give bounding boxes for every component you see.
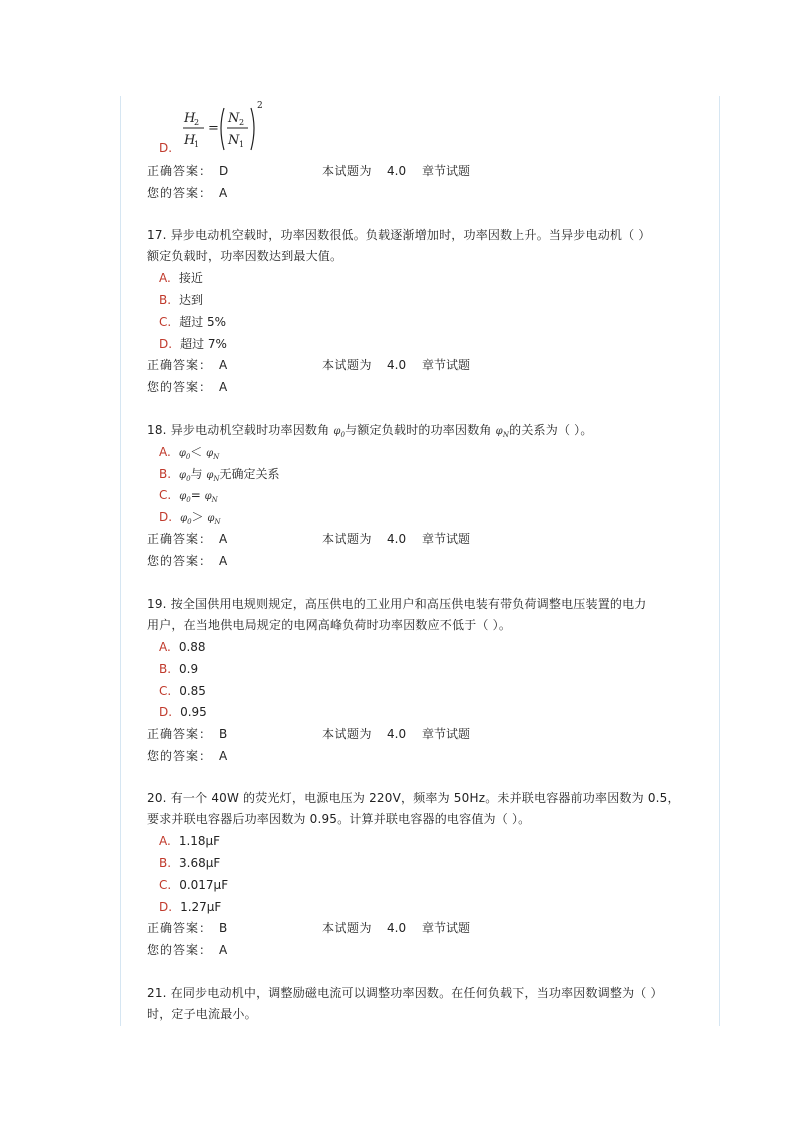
q19-text-line-2: 用户，在当地供电局规定的电网高峰负荷时功率因数应不低于（ ）。	[147, 618, 512, 632]
q21-text-line-1: 21. 在同步电动机中，调整励磁电流可以调整功率因数。在任何负载下，当功率因数调整为（ ）	[147, 986, 663, 1000]
q18-option-c	[159, 487, 218, 508]
q18-option-b	[159, 466, 280, 487]
q19-option-d	[159, 704, 207, 720]
chapter-label: 章节试题	[422, 727, 471, 741]
option-letter: D.	[159, 510, 173, 524]
option-text: 达到	[179, 293, 204, 307]
phi-symbol: φ	[333, 426, 341, 437]
formula-rhs-den-sub: 1	[239, 140, 245, 149]
correct-answer-value: A	[219, 532, 228, 546]
correct-answer-label: 正确答案：	[147, 921, 213, 935]
phi-subscript: N	[214, 518, 221, 526]
option-letter: A.	[159, 834, 171, 848]
correct-answer-label: 正确答案：	[147, 727, 213, 741]
your-answer-value: A	[219, 749, 228, 763]
phi-subscript: 0	[340, 431, 346, 439]
phi-0-symbol	[179, 470, 190, 481]
option-letter: C.	[159, 315, 172, 329]
score-label: 本试题为	[322, 358, 373, 372]
q20-your-row	[147, 942, 228, 958]
phi-symbol: φ	[204, 491, 212, 502]
phi-0-symbol	[179, 448, 190, 459]
option-text: 与	[190, 467, 203, 481]
option-text: ＞	[191, 510, 204, 524]
option-letter: D.	[159, 900, 173, 914]
correct-answer-label: 正确答案：	[147, 358, 213, 372]
phi-symbol: φ	[178, 448, 186, 459]
option-letter: C.	[159, 488, 172, 502]
option-letter: B.	[159, 662, 172, 676]
q20-option-b	[159, 855, 220, 871]
your-answer-label: 您的答案：	[147, 554, 213, 568]
correct-answer-value: A	[219, 358, 228, 372]
your-answer-value: A	[219, 380, 228, 394]
option-text: 1.18μF	[178, 834, 221, 848]
q18-option-d	[159, 509, 221, 530]
score-value: 4.0	[387, 727, 407, 741]
q20-text-line-2: 要求并联电容器后功率因数为 0.95。计算并联电容器的电容值为（ ）。	[147, 812, 531, 826]
phi-subscript: 0	[187, 518, 192, 526]
correct-answer-value: B	[219, 921, 228, 935]
q20-option-a	[159, 833, 220, 849]
q19-option-c	[159, 683, 206, 699]
your-answer-label: 您的答案：	[147, 186, 213, 200]
formula-rhs-den: N	[228, 133, 240, 148]
option-text: 0.9	[179, 662, 199, 676]
q18-text-line-1	[147, 422, 593, 443]
q19-option-b	[159, 661, 198, 677]
q16-option-d	[159, 140, 180, 156]
q17-your-row	[147, 379, 228, 395]
phi-n-symbol	[206, 448, 219, 459]
q17-text-line-1: 17. 异步电动机空载时，功率因数很低。负载逐渐增加时，功率因数上升。当异步电动机（ ）	[147, 228, 651, 242]
option-letter: D.	[159, 705, 173, 719]
score-value: 4.0	[387, 532, 407, 546]
q17-option-c	[159, 314, 226, 330]
option-text: 接近	[178, 271, 203, 285]
score-label: 本试题为	[322, 727, 373, 741]
phi-n-symbol	[496, 426, 510, 437]
option-letter: A.	[159, 640, 171, 654]
formula-rhs-num-sub: 2	[239, 118, 245, 127]
option-text: =	[190, 488, 201, 502]
q18-text-part-3: 的关系为（ ）。	[509, 423, 593, 437]
phi-n-symbol	[205, 491, 218, 502]
your-answer-label: 您的答案：	[147, 749, 213, 763]
q18-text-part-2: 与额定负载时的功率因数角	[345, 423, 492, 437]
option-letter: B.	[159, 856, 172, 870]
phi-subscript: 0	[186, 475, 191, 483]
option-text: 0.85	[179, 684, 206, 698]
score-value: 4.0	[387, 164, 407, 178]
q18-option-a	[159, 444, 219, 465]
phi-subscript: N	[211, 496, 218, 504]
phi-subscript: 0	[185, 453, 191, 461]
formula-lhs-num: H	[184, 111, 196, 126]
option-letter: D.	[159, 141, 173, 155]
score-label: 本试题为	[322, 164, 373, 178]
option-text: 1.27μF	[180, 900, 222, 914]
option-text: 0.95	[180, 705, 207, 719]
your-answer-value: A	[219, 943, 228, 957]
q17-option-d	[159, 336, 227, 352]
q17-option-b	[159, 292, 203, 308]
option-letter: C.	[159, 684, 172, 698]
option-letter: A.	[159, 445, 171, 459]
option-text: 0.017μF	[179, 878, 229, 892]
your-answer-label: 您的答案：	[147, 943, 213, 957]
phi-symbol: φ	[179, 491, 187, 502]
formula-lhs-den-sub: 1	[194, 140, 200, 149]
q16-your-row	[147, 185, 228, 201]
q19-your-row	[147, 748, 228, 764]
q18-your-row	[147, 553, 228, 569]
q17-correct-row	[147, 357, 707, 373]
option-text: 3.68μF	[179, 856, 221, 870]
score-value: 4.0	[387, 358, 407, 372]
option-letter: C.	[159, 878, 172, 892]
phi-n-symbol	[207, 513, 220, 524]
q17-option-a	[159, 270, 203, 286]
phi-symbol: φ	[495, 426, 503, 437]
score-label: 本试题为	[322, 921, 373, 935]
score-label: 本试题为	[322, 532, 373, 546]
option-text: 超过 5%	[179, 315, 227, 329]
q19-text-line-1: 19. 按全国供用电规则规定，高压供电的工业用户和高压供电装有带负荷调整电压装置的电力	[147, 597, 647, 611]
q19-correct-row	[147, 726, 707, 742]
q21-text-line-2: 时，定子电流最小。	[147, 1007, 257, 1021]
phi-symbol: φ	[207, 513, 215, 524]
q18-correct-row	[147, 531, 707, 547]
your-answer-value: A	[219, 554, 228, 568]
correct-answer-label: 正确答案：	[147, 164, 213, 178]
q16-correct-row	[147, 163, 707, 179]
option-letter: B.	[159, 293, 172, 307]
correct-answer-value: B	[219, 727, 228, 741]
phi-symbol: φ	[206, 470, 214, 481]
formula-eq: =	[208, 121, 219, 136]
phi-n-symbol	[206, 470, 219, 481]
formula-exp: 2	[257, 101, 263, 111]
q20-option-c	[159, 877, 228, 893]
chapter-label: 章节试题	[422, 358, 471, 372]
chapter-label: 章节试题	[422, 921, 471, 935]
phi-subscript: N	[502, 431, 510, 439]
q20-correct-row	[147, 920, 707, 936]
formula-lhs-den: H	[184, 133, 196, 148]
phi-subscript: N	[213, 475, 220, 483]
correct-answer-value: D	[219, 164, 229, 178]
option-letter: D.	[159, 337, 173, 351]
option-letter: B.	[159, 467, 172, 481]
q19-option-a	[159, 639, 206, 655]
phi-subscript: 0	[186, 496, 191, 504]
your-answer-value: A	[219, 186, 228, 200]
option-text: 0.88	[178, 640, 206, 654]
phi-subscript: N	[213, 453, 220, 461]
correct-answer-label: 正确答案：	[147, 532, 213, 546]
score-value: 4.0	[387, 921, 407, 935]
formula-rhs-num: N	[228, 111, 240, 126]
option-text: 超过 7%	[180, 337, 227, 351]
phi-0-symbol	[333, 426, 345, 437]
option-text: ＜	[190, 445, 203, 459]
q20-option-d	[159, 899, 221, 915]
your-answer-label: 您的答案：	[147, 380, 213, 394]
q17-text-line-2: 额定负载时，功率因数达到最大值。	[147, 249, 343, 263]
q20-text-line-1: 20. 有一个 40W 的荧光灯，电源电压为 220V，频率为 50Hz。未并联电容器前功率因数为 0.5，	[147, 791, 680, 805]
q16-option-d-formula	[182, 96, 272, 156]
option-suffix: 无确定关系	[219, 467, 280, 481]
chapter-label: 章节试题	[422, 164, 471, 178]
formula-lhs-num-sub: 2	[194, 118, 200, 127]
phi-symbol: φ	[206, 448, 214, 459]
option-letter: A.	[159, 271, 171, 285]
phi-symbol: φ	[179, 470, 187, 481]
chapter-label: 章节试题	[422, 532, 471, 546]
phi-0-symbol	[179, 491, 190, 502]
q18-text-part-1: 18. 异步电动机空载时功率因数角	[147, 423, 330, 437]
phi-0-symbol	[180, 513, 191, 524]
phi-symbol: φ	[180, 513, 188, 524]
